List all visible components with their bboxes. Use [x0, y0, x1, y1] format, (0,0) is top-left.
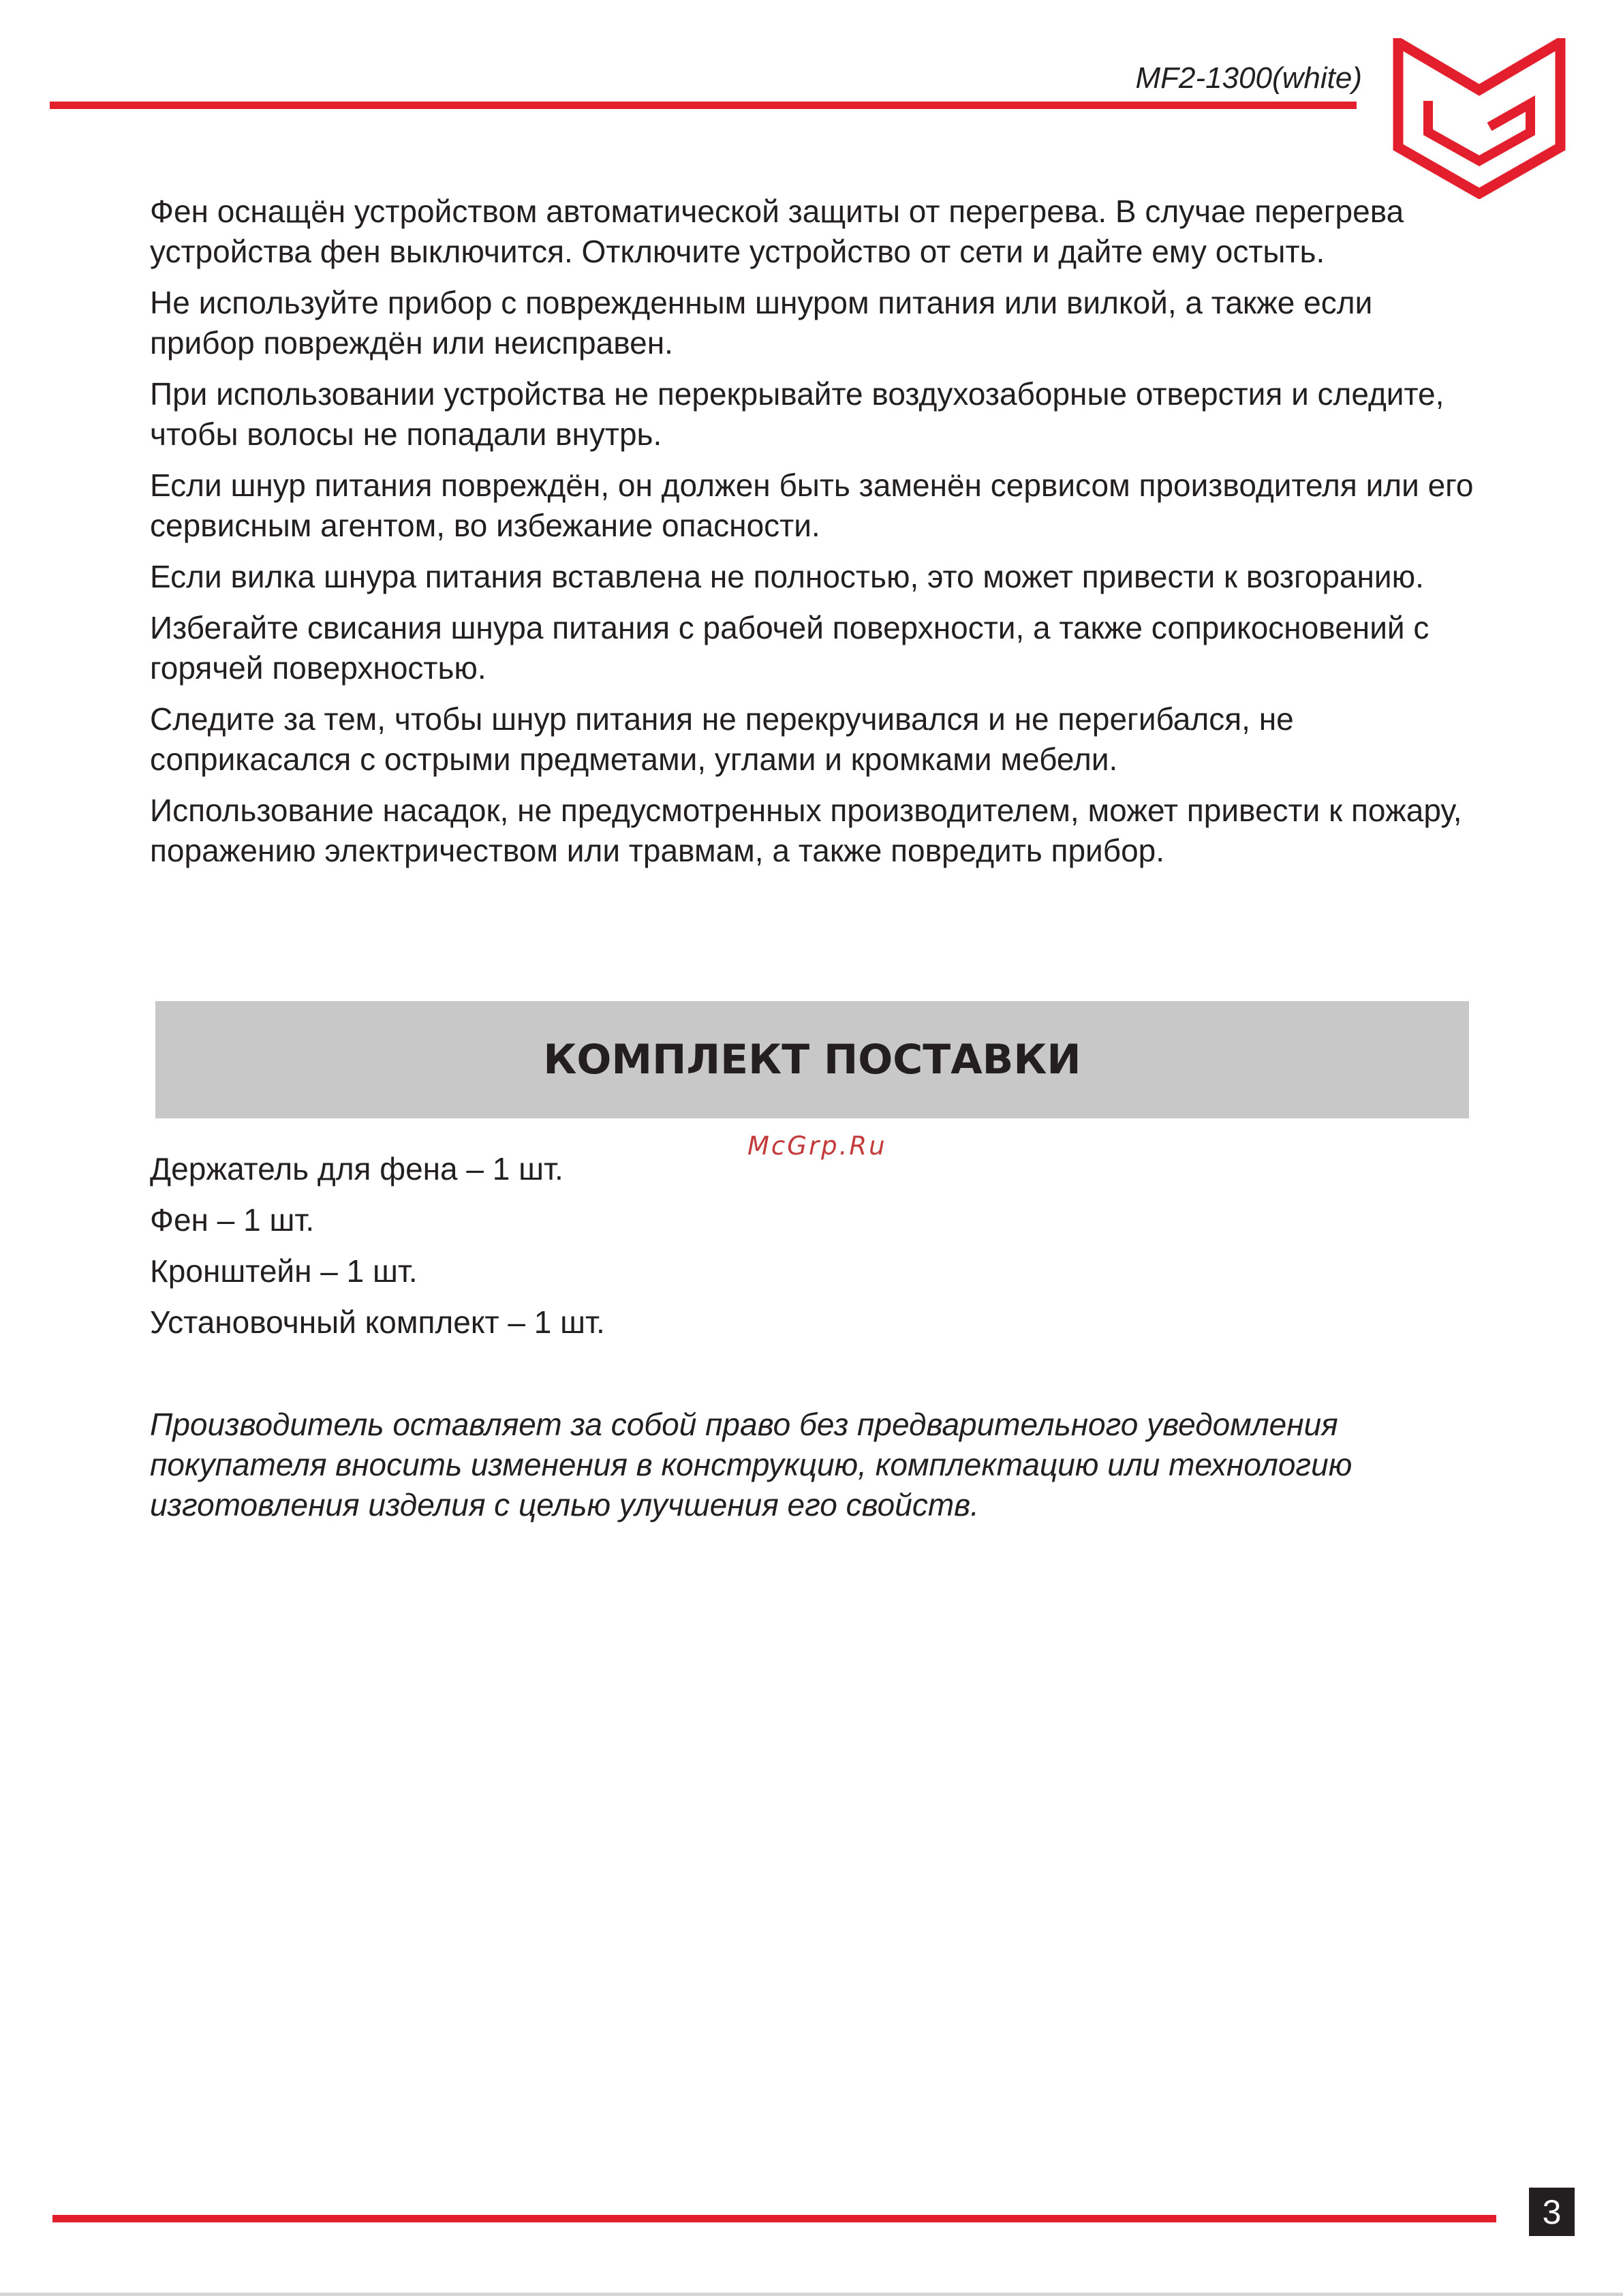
paragraph: Следите за тем, чтобы шнур питания не перекручивался и не перегибался, не соприкасался с острыми предметами, углами и кромками мебели. [150, 701, 1294, 777]
section-title: КОМПЛЕКТ ПОСТАВКИ [543, 1036, 1081, 1084]
brand-logo-icon [1387, 38, 1571, 199]
paragraph: Не используйте прибор с поврежденным шнуром питания или вилкой, а также если прибор повреждён или неисправен. [150, 285, 1373, 361]
watermark: McGrp.Ru [747, 1131, 887, 1161]
paragraph: Если шнур питания повреждён, он должен быть заменён сервисом производителя или его сервисным агентом, во избежание опасности. [150, 468, 1474, 543]
paragraph: Использование насадок, не предусмотренных производителем, может привести к пожару, поражению электричеством или травмам, а также повредить прибор. [150, 793, 1462, 868]
manufacturer-note: Производитель оставляет за собой право без предварительного уведомления покупателя вносить изменения в конструкцию, комплектацию или технологию изготовления изделия с целью улучшения его свойств. [150, 1407, 1352, 1522]
package-contents-list [150, 1149, 1172, 1353]
footer-divider [52, 2215, 1496, 2222]
page-edge [0, 2293, 1623, 2296]
paragraph: Если вилка шнура питания вставлена не полностью, это может привести к возгоранию. [150, 559, 1424, 594]
paragraph: Фен оснащён устройством автоматической защиты от перегрева. В случае перегрева устройства фен выключится. Отключите устройство от сети и дайте ему остыть. [150, 194, 1404, 269]
list-item: Держатель для фена – 1 шт. [150, 1151, 563, 1187]
model-label: MF2-1300(white) [1135, 61, 1362, 95]
page-number: 3 [1529, 2188, 1575, 2236]
safety-instructions [150, 192, 1485, 882]
list-item: Фен – 1 шт. [150, 1202, 315, 1238]
paragraph: При использовании устройства не перекрывайте воздухозаборные отверстия и следите, чтобы волосы не попадали внутрь. [150, 376, 1444, 452]
section-banner [155, 1001, 1469, 1118]
header-divider [50, 102, 1357, 109]
paragraph: Избегайте свисания шнура питания с рабочей поверхности, а также соприкосновений с горячей поверхностью. [150, 610, 1429, 686]
list-item: Установочный комплект – 1 шт. [150, 1304, 605, 1340]
list-item: Кронштейн – 1 шт. [150, 1253, 418, 1289]
